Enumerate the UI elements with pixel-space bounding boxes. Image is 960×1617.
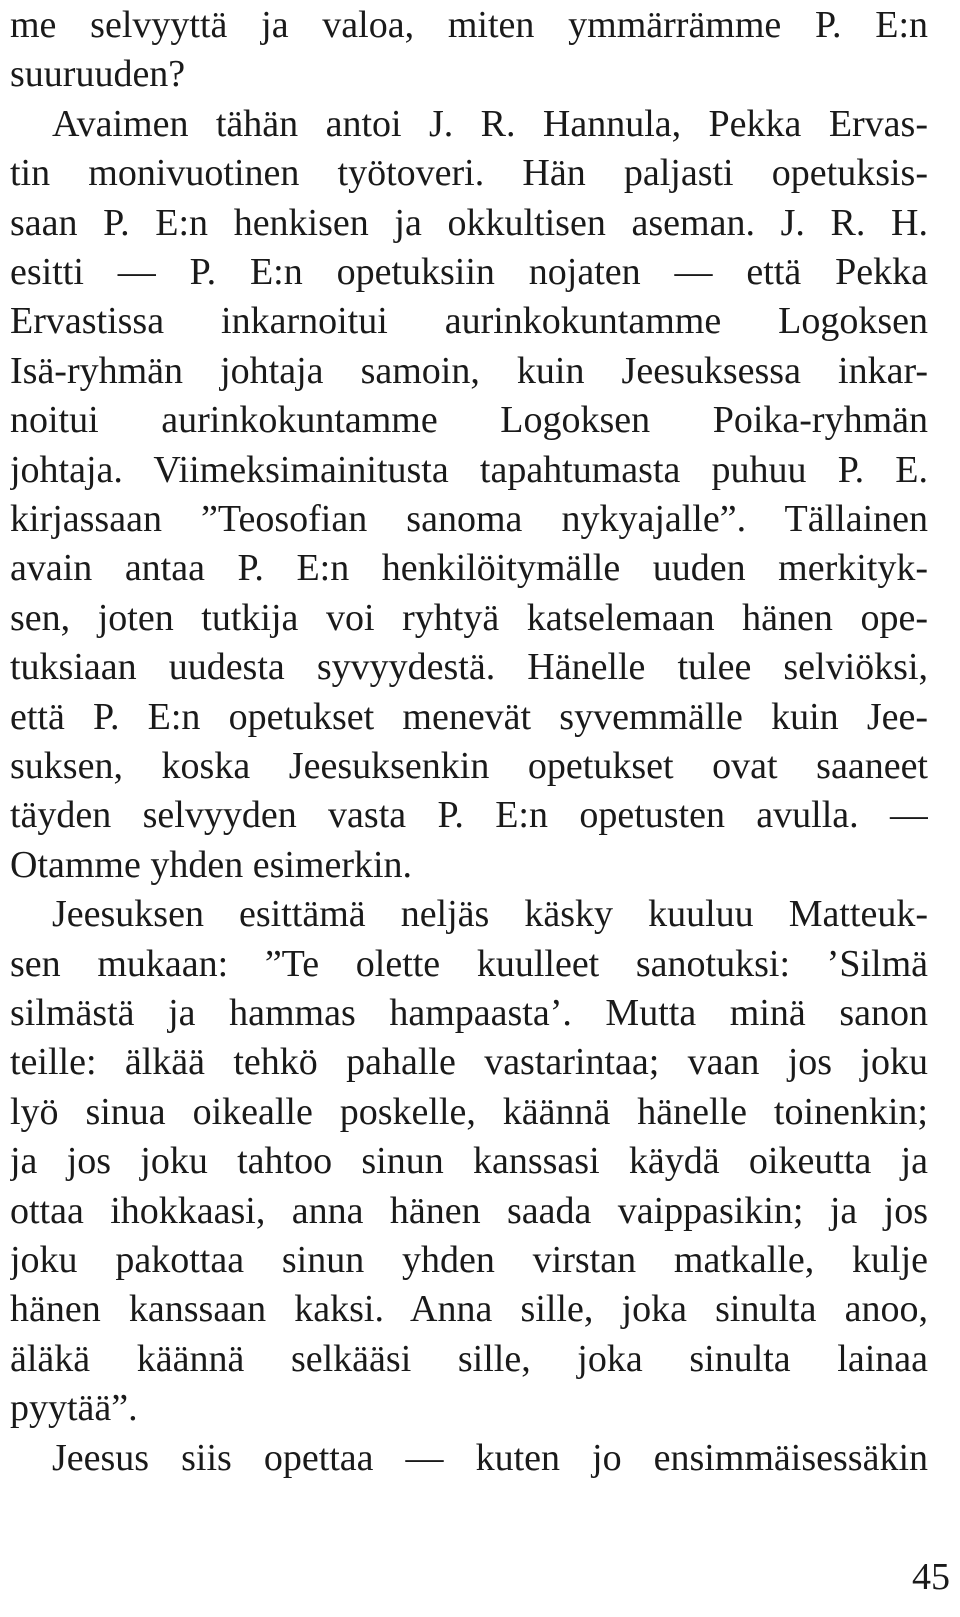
text-line: Avaimen tähän antoi J. R. Hannula, Pekka Ervas- — [52, 102, 928, 145]
text-line: esitti — P. E:n opetuksiin nojaten — että Pekka — [10, 251, 928, 293]
text-line: suuruuden? — [10, 53, 186, 96]
text-line: kirjassaan ”Teosofian sanoma nykyajalle”. Tällainen — [10, 498, 928, 540]
text-line: Ervastissa inkarnoitui aurinkokuntamme Logoksen — [10, 300, 928, 343]
text-line: tuksiaan uudesta syvyydestä. Hänelle tulee selviöksi, — [10, 646, 928, 689]
text-line: Jeesus siis opettaa — kuten jo ensimmäisessäkin — [52, 1436, 928, 1479]
text-line: sen, joten tutkija voi ryhtyä katselemaan hänen ope- — [10, 596, 928, 639]
text-line: avain antaa P. E:n henkilöitymälle uuden merkityk- — [10, 547, 928, 590]
text-line: me selvyyttä ja valoa, miten ymmärrämme P. E:n — [10, 4, 928, 46]
text-line: ottaa ihokkaasi, anna hänen saada vaippasikin; ja jos — [10, 1189, 928, 1232]
text-line: sen mukaan: ”Te olette kuulleet sanotuksi: ’Silmä — [10, 942, 928, 985]
text-line: suksen, koska Jeesuksenkin opetukset ovat saaneet — [10, 745, 928, 787]
text-line: joku pakottaa sinun yhden virstan matkalle, kulje — [10, 1239, 928, 1281]
text-line: tin monivuotinen työtoveri. Hän paljasti opetuksis- — [10, 152, 928, 195]
page-number: 45 — [912, 1556, 950, 1598]
text-line: Jeesuksen esittämä neljäs käsky kuuluu Matteuk- — [52, 893, 928, 936]
text-line: johtaja. Viimeksimainitusta tapahtumasta puhuu P. E. — [10, 448, 928, 491]
text-line: Otamme yhden esimerkin. — [10, 843, 413, 886]
text-line: Isä-ryhmän johtaja samoin, kuin Jeesuksessa inkar- — [10, 349, 928, 392]
text-line: silmästä ja hammas hampaasta’. Mutta minä sanon — [10, 992, 928, 1034]
text-line: äläkä käännä selkääsi sille, joka sinulta lainaa — [10, 1337, 928, 1380]
text-line: täyden selvyyden vasta P. E:n opetusten avulla. — — [10, 794, 928, 837]
text-line: lyö sinua oikealle poskelle, käännä hänelle toinenkin; — [10, 1090, 928, 1133]
text-line: hänen kanssaan kaksi. Anna sille, joka sinulta anoo, — [10, 1288, 928, 1331]
text-line: pyytää”. — [10, 1387, 138, 1430]
text-line: ja jos joku tahtoo sinun kanssasi käydä oikeutta ja — [10, 1140, 928, 1183]
text-line: noitui aurinkokuntamme Logoksen Poika-ryhmän — [10, 399, 928, 442]
text-line: teille: älkää tehkö pahalle vastarintaa; vaan jos joku — [10, 1041, 928, 1084]
text-line: että P. E:n opetukset menevät syvemmälle kuin Jee- — [10, 695, 928, 738]
text-line: saan P. E:n henkisen ja okkultisen aseman. J. R. H. — [10, 201, 928, 244]
